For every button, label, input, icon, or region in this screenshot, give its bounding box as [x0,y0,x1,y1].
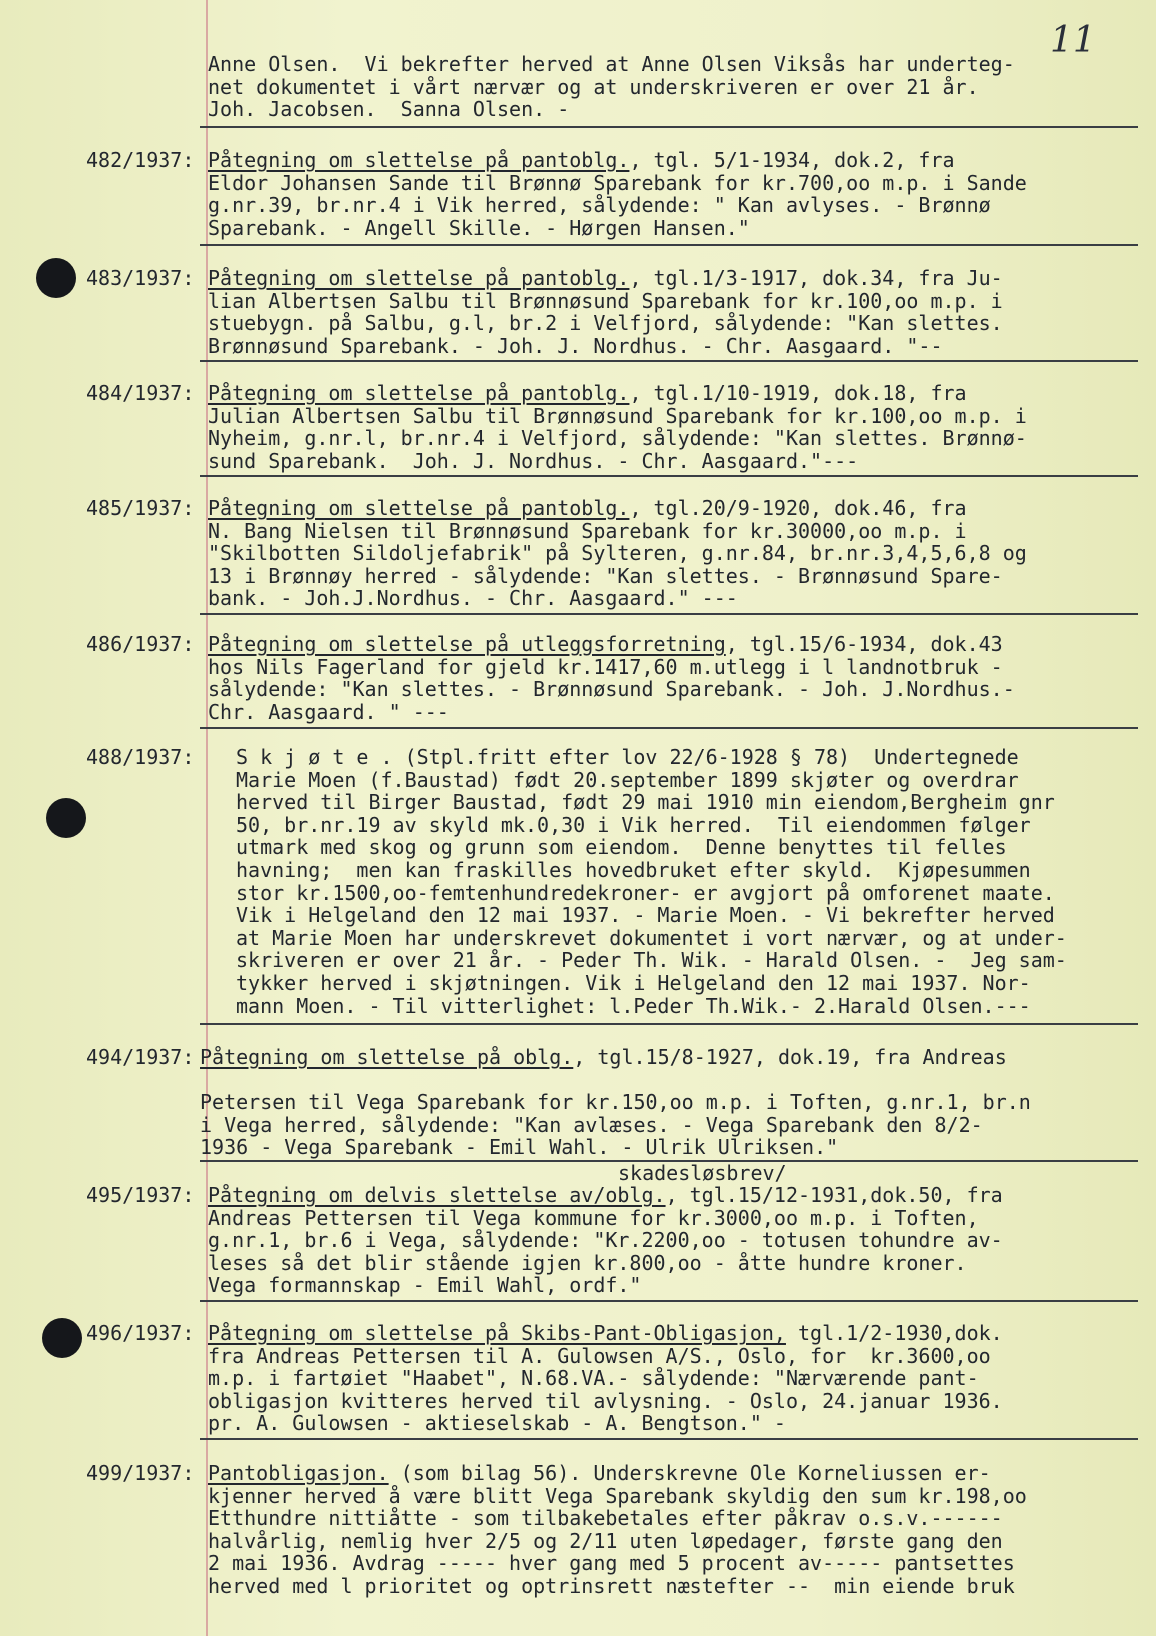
entry-heading: Påtegning om slettelse på pantoblg. [208,496,630,520]
punch-hole [46,798,86,838]
entry-text: Påtegning om slettelse på Skibs-Pant-Obligasjon, tgl.1/2-1930,dok. fra Andreas Pettersen til A. Gulowsen A/S., Oslo, for kr.3600,oo m.p. i fartøiet "Haabet", N.68.VA.- sålydende: "Nærværende pant- obligasjon kvitteres herved til avlysning. - Oslo, 24.januar 1936. pr. A. Gulowsen - aktieselskab - A. Bengtson." - [208,1321,1003,1436]
divider [200,360,1138,362]
entry-text: Påtegning om slettelse på pantoblg., tgl. 5/1-1934, dok.2, fra Eldor Johansen Sande til Brønnø Sparebank for kr.700,oo m.p. i Sande g.nr.39, br.nr.4 i Vik herred, sålydende: " Kan avlyses. - Brønnø Sparebank. - Angell Skille. - Hørgen Hansen." [208,148,1027,240]
entry-heading: Påtegning om slettelse på pantoblg. [208,148,630,172]
entry-heading: Påtegning om slettelse på pantoblg. [208,266,630,290]
divider [200,727,1138,729]
entry-text: Påtegning om slettelse på pantoblg., tgl.20/9-1920, dok.46, fra N. Bang Nielsen til Brønnøsund Sparebank for kr.30000,oo m.p. i "Skilbotten Sildoljefabrik" på Sylteren, g.nr.84, br.nr.3,4,5,6,8 og 13 i Brønnøy herred - sålydende: "Kan slettes. - Brønnøsund Spare- bank. - Joh.J.Nordhus. - Chr. Aasgaard." --- [208,496,1027,611]
insertion-note: skadesløsbrev/ [618,1161,787,1185]
entry-text: Pantobligasjon. (som bilag 56). Underskrevne Ole Korneliussen er- kjenner herved å være blitt Vega Sparebank skyldig den sum kr.198,oo Etthundre nittiåtte - som tilbakebetales efter påkrav o.s.v.------ halvårlig, nemlig hver 2/5 og 2/11 uten løpedager, første gang den 2 mai 1936. Avdrag ----- hver gang med 5 procent av----- pantsettes herved med l prioritet og optrinsrett næstefter -- min eiende bruk [208,1461,1027,1598]
entry-heading: Påtegning om slettelse på Skibs-Pant-Obligasjon, [208,1321,786,1345]
entry-number: 495/1937: [86,1183,195,1207]
punch-hole [36,258,76,298]
entry-number: 483/1937: [86,266,195,290]
entry-number: 486/1937: [86,632,195,656]
entry-text: S k j ø t e . (Stpl.fritt efter lov 22/6-1928 § 78) Undertegnede Marie Moen (f.Baustad) født 20.september 1899 skjøter og overdrar herved til Birger Baustad, født 29 mai 1910 min eiendom,Bergheim gnr 50, br.nr.19 av skyld mk.0,30 i Vik herred. Til eiendommen følger utmark med skog og grunn som eiendom. Denne benyttes til felles havning; men kan fraskilles hovedbruket efter skyld. Kjøpesummen stor kr.1500,oo-femtenhundredekroner- er avgjort på omforenet maate. Vik i Helgeland den 12 mai 1937. - Marie Moen. - Vi bekrefter herved at Marie Moen har underskrevet dokumentet i vort nærvær, og at under- skriveren er over 21 år. - Peder Th. Wik. - Harald Olsen. - Jeg sam- tykker herved i skjøtningen. Vik i Helgeland den 12 mai 1937. Nor- mann Moen. - Til vitterlighet: l.Peder Th.Wik.- 2.Harald Olsen.--- [236,745,1067,1018]
divider [200,126,1138,128]
divider [200,1300,1138,1302]
entry-text: Anne Olsen. Vi bekrefter herved at Anne Olsen Viksås har underteg- net dokumentet i vårt nærvær og at underskriveren er over 21 år. Joh. Jacobsen. Sanna Olsen. - [208,52,1015,122]
entry-number: 499/1937: [86,1461,195,1485]
entry-text: Påtegning om slettelse på oblg., tgl.15/8-1927, dok.19, fra Andreas Petersen til Vega Sparebank for kr.150,oo m.p. i Toften, g.nr.1, br.n i Vega herred, sålydende: "Kan avlæses. - Vega Sparebank den 8/2- 1936 - Vega Sparebank - Emil Wahl. - Ulrik Ulriksen." [200,1045,1031,1160]
punch-hole [42,1318,82,1358]
entry-heading: Påtegning om slettelse på utleggsforretning [208,632,726,656]
divider [200,613,1138,615]
entry-number: 485/1937: [86,496,195,520]
entry-text: Påtegning om slettelse på pantoblg., tgl.1/3-1917, dok.34, fra Ju- lian Albertsen Salbu til Brønnøsund Sparebank for kr.100,oo m.p. i stuebygn. på Salbu, g.l, br.2 i Velfjord, sålydende: "Kan slettes. Brønnøsund Sparebank. - Joh. J. Nordhus. - Chr. Aasgaard. "-- [208,266,1003,358]
entry-number: 482/1937: [86,148,195,172]
entry-number: 484/1937: [86,381,195,405]
entry-heading: Pantobligasjon. [208,1461,389,1485]
entry-heading: Påtegning om slettelse på oblg. [200,1045,574,1069]
divider [200,1438,1138,1440]
divider [200,475,1138,477]
entry-heading: Påtegning om delvis slettelse av/oblg. [208,1183,666,1207]
entry-number: 494/1937: [86,1045,195,1069]
page-number: 11 [1050,20,1096,61]
divider [200,1023,1138,1025]
entry-text: Påtegning om slettelse på pantoblg., tgl.1/10-1919, dok.18, fra Julian Albertsen Salbu til Brønnøsund Sparebank for kr.100,oo m.p. i Nyheim, g.nr.l, br.nr.4 i Velfjord, sålydende: "Kan slettes. Brønnø- sund Sparebank. Joh. J. Nordhus. - Chr. Aasgaard."--- [208,381,1027,473]
entry-number: 488/1937: [86,745,195,769]
divider [200,244,1138,246]
entry-number: 496/1937: [86,1321,195,1345]
entry-heading: Påtegning om slettelse på pantoblg. [208,381,630,405]
entry-text: Påtegning om delvis slettelse av/oblg., tgl.15/12-1931,dok.50, fra Andreas Pettersen til Vega kommune for kr.3000,oo m.p. i Toften, g.nr.1, br.6 i Vega, sålydende: "Kr.2200,oo - totusen tohundre av- leses så det blir stående igjen kr.800,oo - åtte hundre kroner. Vega formannskap - Emil Wahl, ordf." [208,1183,1003,1298]
entry-text: Påtegning om slettelse på utleggsforretning, tgl.15/6-1934, dok.43 hos Nils Fagerland for gjeld kr.1417,60 m.utlegg i l landnotbruk - sålydende: "Kan slettes. - Brønnøsund Sparebank. - Joh. J.Nordhus.- Chr. Aasgaard. " --- [208,632,1015,724]
